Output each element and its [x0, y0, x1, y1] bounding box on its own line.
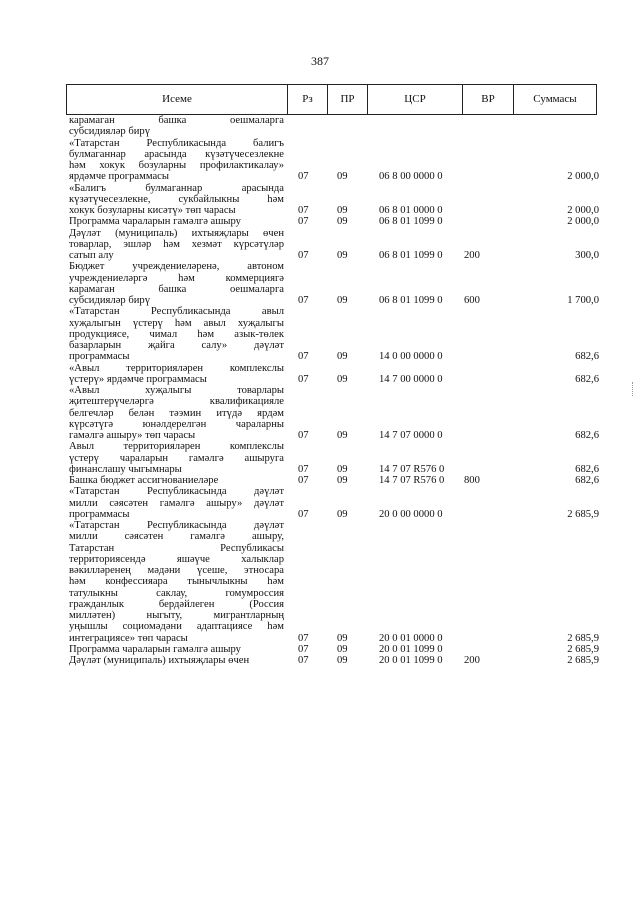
header-csr: ЦСР [368, 85, 463, 114]
row-csr: 20 0 01 1099 0 [379, 655, 443, 666]
row-rz: 07 [298, 171, 309, 183]
row-sum: 2 000,0 [567, 171, 599, 183]
row-name-line: Программа чараларын гамәлгә ашыру [69, 643, 241, 655]
row-name [69, 261, 284, 306]
row-name [69, 644, 284, 655]
row-csr: 14 7 00 0000 0 [379, 373, 443, 385]
row-rz: 07 [298, 216, 309, 228]
row-rz: 07 [298, 295, 309, 306]
row-pr: 09 [337, 295, 348, 306]
table-body [69, 115, 601, 666]
header-pr: ПР [328, 85, 368, 114]
table-row [69, 520, 601, 644]
header-name: Исеме [67, 85, 288, 114]
row-sum: 300,0 [575, 250, 599, 261]
row-pr: 09 [337, 373, 348, 385]
row-name-line: милләтен) ныгыту, мигрантларның [69, 610, 284, 621]
row-rz: 07 [298, 351, 309, 363]
header-rz: Рз [288, 85, 328, 114]
row-sum: 2 685,9 [567, 655, 599, 666]
row-name-line: гамәлгә ашыру» төп чарасы [69, 430, 196, 441]
row-name-line: «Авыл хуҗалыгы товарлары [69, 385, 284, 396]
row-rz: 07 [298, 655, 309, 666]
row-sum: 682,6 [575, 475, 599, 486]
row-csr: 14 7 07 0000 0 [379, 430, 443, 441]
row-name-line: күзәтүчесезлекне, сукбайлыкны һәм [69, 193, 284, 205]
row-name [69, 115, 284, 138]
row-rz: 07 [298, 632, 309, 644]
row-name-line: үстерү» ярдәмче программасы [69, 373, 207, 385]
row-sum: 2 685,9 [567, 508, 599, 520]
row-pr: 09 [337, 250, 348, 261]
row-name-line: «Балигъ булмаганнар арасында [69, 182, 284, 194]
table-row [69, 115, 601, 138]
row-pr: 09 [337, 171, 348, 183]
row-name-line: «Татарстан Республикасында авыл [69, 306, 284, 318]
row-name-line: финанслашу чыгымнары [69, 463, 182, 475]
row-name [69, 306, 284, 362]
row-name-line: программасы [69, 351, 130, 363]
table-row [69, 486, 601, 520]
row-name-line: ярдәмче программасы [69, 171, 169, 183]
row-name-line: Бюджет учреждениеләренә, автоном [69, 261, 284, 273]
row-csr: 06 8 01 0000 0 [379, 205, 443, 216]
row-sum: 2 685,9 [567, 643, 599, 655]
table-row [69, 475, 601, 486]
row-name [69, 216, 284, 227]
row-vr: 800 [464, 475, 480, 486]
row-name-line: күрсәтүгә юнәлдерелгән чараларны [69, 418, 284, 430]
row-name-line: үстерү чараларын гамәлгә ашыруга [69, 452, 284, 464]
row-name-line: товарлар, эшләр һәм хезмәт күрсәтүләр [69, 238, 284, 250]
row-sum: 682,6 [575, 430, 599, 441]
row-csr: 14 0 00 0000 0 [379, 351, 443, 363]
row-name-line: Программа чараларын гамәлгә ашыру [69, 216, 241, 228]
row-name-line: «Татарстан Республикасында балигъ [69, 137, 284, 149]
row-pr: 09 [337, 216, 348, 228]
row-pr: 09 [337, 430, 348, 441]
table-row [69, 216, 601, 227]
table-row [69, 138, 601, 183]
row-name-line: интеграциясе» төп чарасы [69, 632, 188, 644]
row-csr: 06 8 01 1099 0 [379, 216, 443, 228]
table-row [69, 441, 601, 475]
row-name-line: Татарстан Республикасы [69, 542, 284, 554]
row-name-line: гражданлык бердәйлеген (Россия [69, 598, 284, 610]
row-name-line: базарларын җайга салу» дәүләт [69, 340, 284, 351]
row-pr: 09 [337, 655, 348, 666]
header-sum: Суммасы [533, 93, 577, 105]
row-csr: 06 8 01 1099 0 [379, 295, 443, 306]
row-name-line: субсидияләр бирү [69, 295, 150, 306]
row-name-line: Дәүләт (муниципаль) ихтыяҗлары өчен [69, 655, 250, 666]
table-row [69, 228, 601, 262]
row-sum: 682,6 [575, 373, 599, 385]
row-csr: 20 0 01 1099 0 [379, 643, 443, 655]
row-pr: 09 [337, 463, 348, 475]
row-name [69, 183, 284, 217]
row-sum: 2 000,0 [567, 216, 599, 228]
header-vr: ВР [463, 85, 514, 114]
row-sum: 2 685,9 [567, 632, 599, 644]
row-name-line: милли сәясәтен гамәлгә ашыру» дәүләт [69, 497, 284, 509]
row-name-line: «Татарстан Республикасында дәүләт [69, 520, 284, 531]
row-csr: 06 8 00 0000 0 [379, 171, 443, 183]
row-name-line: вәкилләренең мәдәни үсеше, этносара [69, 565, 284, 576]
row-name [69, 228, 284, 262]
page-number: 387 [311, 54, 329, 68]
row-name-line: милли сәясәтен гамәлгә ашыру, [69, 531, 284, 543]
row-name-line: татулыкны саклау, гомумроссия [69, 587, 284, 599]
row-name-line: белгечләр белән тәэмин итүдә ярдәм [69, 407, 284, 419]
row-name-line: «Татарстан Республикасында дәүләт [69, 486, 284, 498]
row-name-line: Башка бюджет ассигнованиеләре [69, 475, 219, 486]
row-name [69, 138, 284, 183]
row-name-line: карамаган башка оешмаларга [69, 115, 284, 126]
row-name-line: Авыл территорияләрен комплекслы [69, 441, 284, 453]
row-rz: 07 [298, 643, 309, 655]
row-rz: 07 [298, 508, 309, 520]
row-name-line: уңышлы социомәдәни адаптациясе һәм [69, 621, 284, 633]
row-pr: 09 [337, 351, 348, 363]
row-name-line: җитештерүчеләргә квалификацияле [69, 396, 284, 408]
row-name [69, 475, 284, 486]
table-row [69, 183, 601, 217]
table-row [69, 261, 601, 306]
row-name-line: учреждениеләргә һәм коммерциягә [69, 272, 284, 284]
row-name-line: хокук бозуларны кисәтү» төп чарасы [69, 205, 236, 216]
table-row [69, 655, 601, 666]
row-name-line: сатып алу [69, 250, 114, 261]
row-name-line: хуҗалыгын үстерү һәм авыл хуҗалыгы [69, 317, 284, 329]
row-name-line: һәм хокук бозуларны профилактикалау» [69, 160, 284, 171]
table-row [69, 363, 601, 386]
row-pr: 09 [337, 508, 348, 520]
row-pr: 09 [337, 643, 348, 655]
row-rz: 07 [298, 463, 309, 475]
row-rz: 07 [298, 205, 309, 216]
row-pr: 09 [337, 205, 348, 216]
row-vr: 200 [464, 250, 480, 261]
scan-edge-mark [632, 382, 634, 396]
table-header [66, 84, 597, 115]
row-name [69, 520, 284, 644]
row-name-line: продукциясе, чимал һәм азык-төлек [69, 328, 284, 340]
row-name-line: карамаган башка оешмаларга [69, 283, 284, 295]
row-name-line: булмаганнар арасында күзәтүчесезлекне [69, 148, 284, 160]
row-name-line: Дәүләт (муниципаль) ихтыяҗлары өчен [69, 227, 284, 239]
table-row [69, 644, 601, 655]
row-vr: 600 [464, 295, 480, 306]
row-name [69, 655, 284, 666]
row-pr: 09 [337, 475, 348, 486]
row-csr: 20 0 00 0000 0 [379, 508, 443, 520]
row-vr: 200 [464, 655, 480, 666]
row-name-line: территориясендә яшәүче халыклар [69, 553, 284, 565]
row-name-line: субсидияләр бирү [69, 126, 150, 138]
row-name [69, 441, 284, 475]
row-name [69, 385, 284, 441]
row-sum: 1 700,0 [567, 295, 599, 306]
row-name [69, 363, 284, 386]
row-name-line: программасы [69, 508, 130, 520]
row-csr: 20 0 01 0000 0 [379, 632, 443, 644]
row-csr: 14 7 07 R576 0 [379, 463, 445, 475]
row-rz: 07 [298, 373, 309, 385]
row-pr: 09 [337, 632, 348, 644]
row-name-line: «Авыл территорияләрен комплекслы [69, 362, 284, 374]
row-sum: 2 000,0 [567, 205, 599, 216]
row-rz: 07 [298, 475, 309, 486]
row-name [69, 486, 284, 520]
row-rz: 07 [298, 430, 309, 441]
table-row [69, 306, 601, 362]
table-row [69, 385, 601, 441]
row-sum: 682,6 [575, 351, 599, 363]
row-csr: 14 7 07 R576 0 [379, 475, 445, 486]
row-csr: 06 8 01 1099 0 [379, 250, 443, 261]
row-sum: 682,6 [575, 463, 599, 475]
row-rz: 07 [298, 250, 309, 261]
row-name-line: һәм конфессияара тынычлыкны һәм [69, 576, 284, 588]
